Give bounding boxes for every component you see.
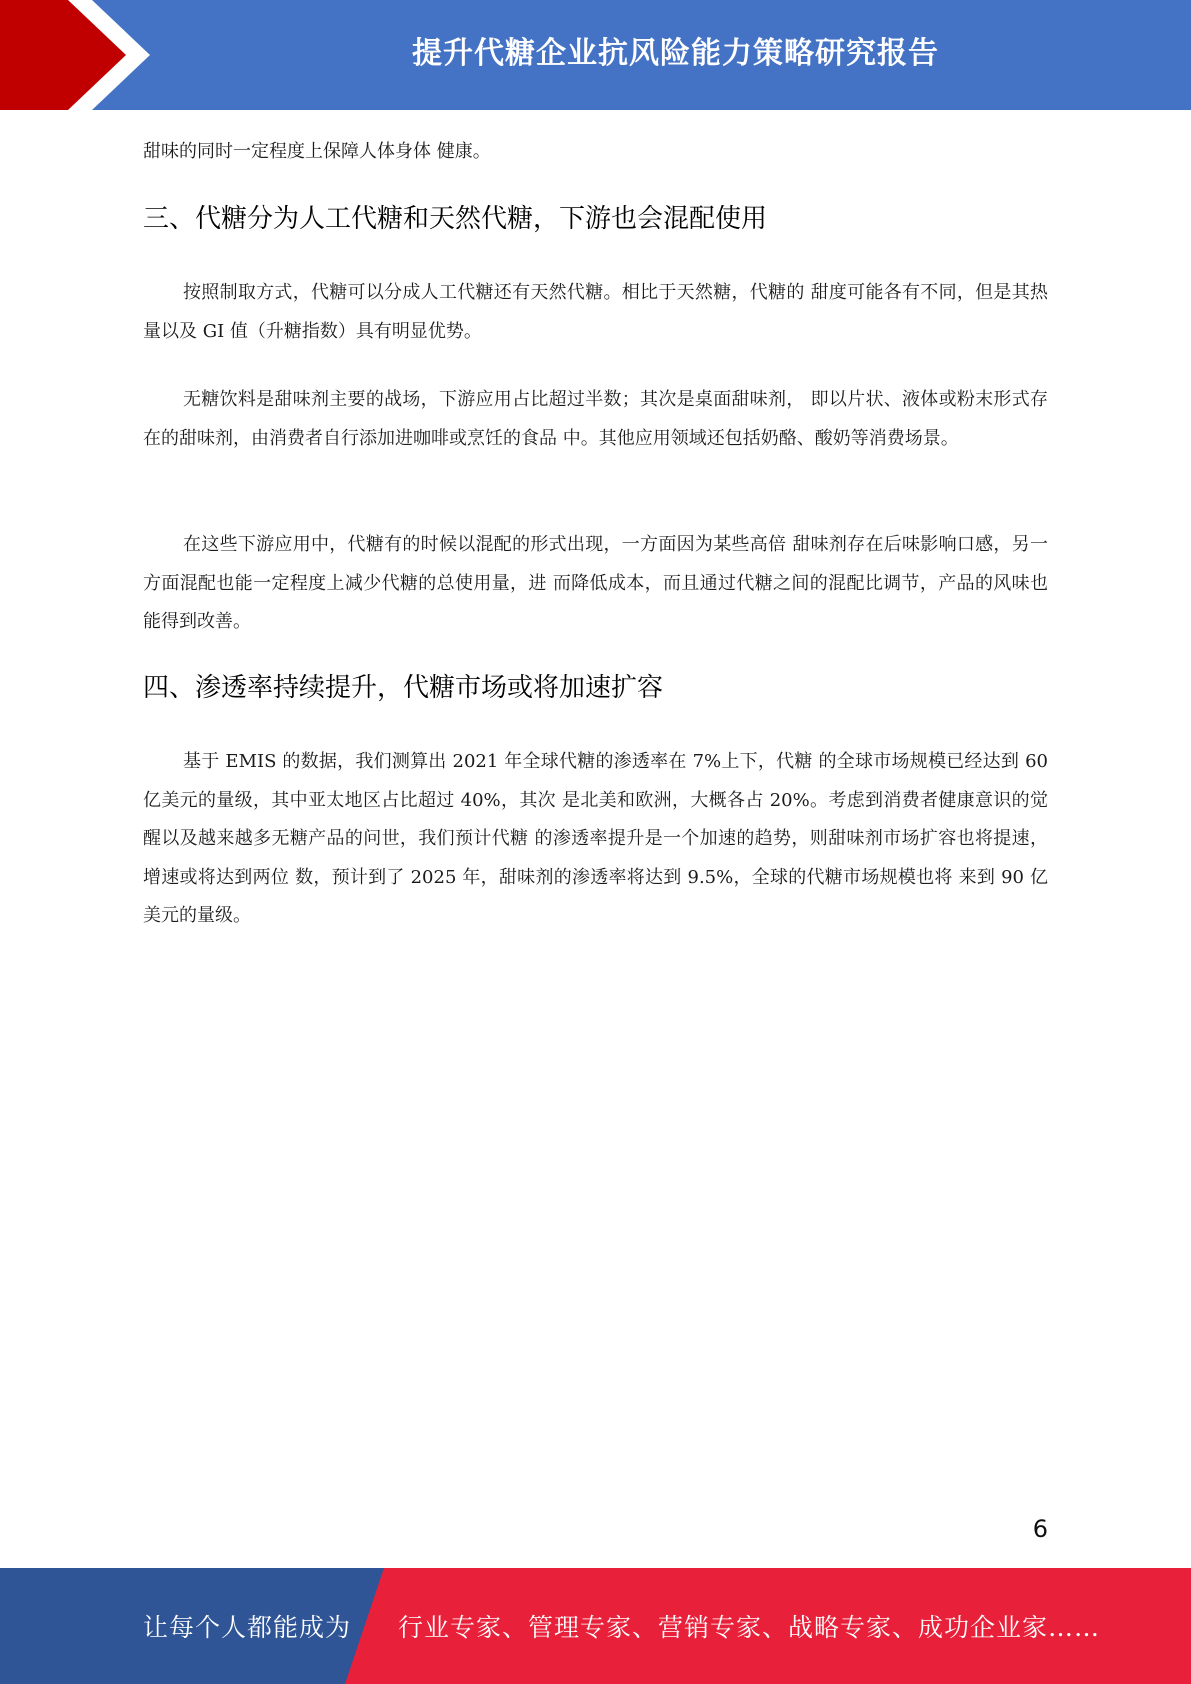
intro-paragraph-tail: 甜味的同时一定程度上保障人体身体 健康。 <box>143 141 491 162</box>
footer-slogan-left: 让每个人都能成为 <box>143 1613 352 1642</box>
section-3-paragraph: 在这些下游应用中，代糖有的时候以混配的形式出现，一方面因为某些高倍 甜味剂存在后味影响口感，另一方面混配也能一定程度上减少代糖的总使用量，进 而降低成本，而且通过代糖之间的混配比调节，产品的风味也能得到改善。 <box>143 534 1048 632</box>
page-header <box>0 0 1191 110</box>
footer-slogan-right: 行业专家、管理专家、营销专家、战略专家、成功企业家…… <box>398 1613 1101 1642</box>
section-3-heading: 三、代糖分为人工代糖和天然代糖，下游也会混配使用 <box>143 204 768 234</box>
section-3-paragraph: 按照制取方式，代糖可以分成人工代糖还有天然代糖。相比于天然糖，代糖的 甜度可能各有不同，但是其热量以及 GI 值（升糖指数）具有明显优势。 <box>143 282 1048 342</box>
section-4-paragraph: 基于 EMIS 的数据，我们测算出 2021 年全球代糖的渗透率在 7%上下，代糖 的全球市场规模已经达到 60 亿美元的量级，其中亚太地区占比超过 40%，其次 是北美和欧洲，大概各占 20%。考虑到消费者健康意识的觉醒以及越来越多无糖产品的问世，我们预计代糖 的渗透率提升是一个加速的趋势，则甜味剂市场扩容也将提速，增速或将达到两位 数，预计到了 2025 年，甜味剂的渗透率将达到 9.5%，全球的代糖市场规模也将 来到 90 亿美元的量级。 <box>143 751 1048 926</box>
page-footer <box>0 1568 1191 1684</box>
section-4-heading: 四、渗透率持续提升，代糖市场或将加速扩容 <box>143 673 664 703</box>
report-title: 提升代糖企业抗风险能力策略研究报告 <box>412 36 939 71</box>
section-3-paragraph: 无糖饮料是甜味剂主要的战场，下游应用占比超过半数；其次是桌面甜味剂， 即以片状、液体或粉末形式存在的甜味剂，由消费者自行添加进咖啡或烹饪的食品 中。其他应用领域还包括奶酪、酸奶等消费场景。 <box>143 389 1048 449</box>
page-number: 6 <box>1032 1515 1048 1543</box>
